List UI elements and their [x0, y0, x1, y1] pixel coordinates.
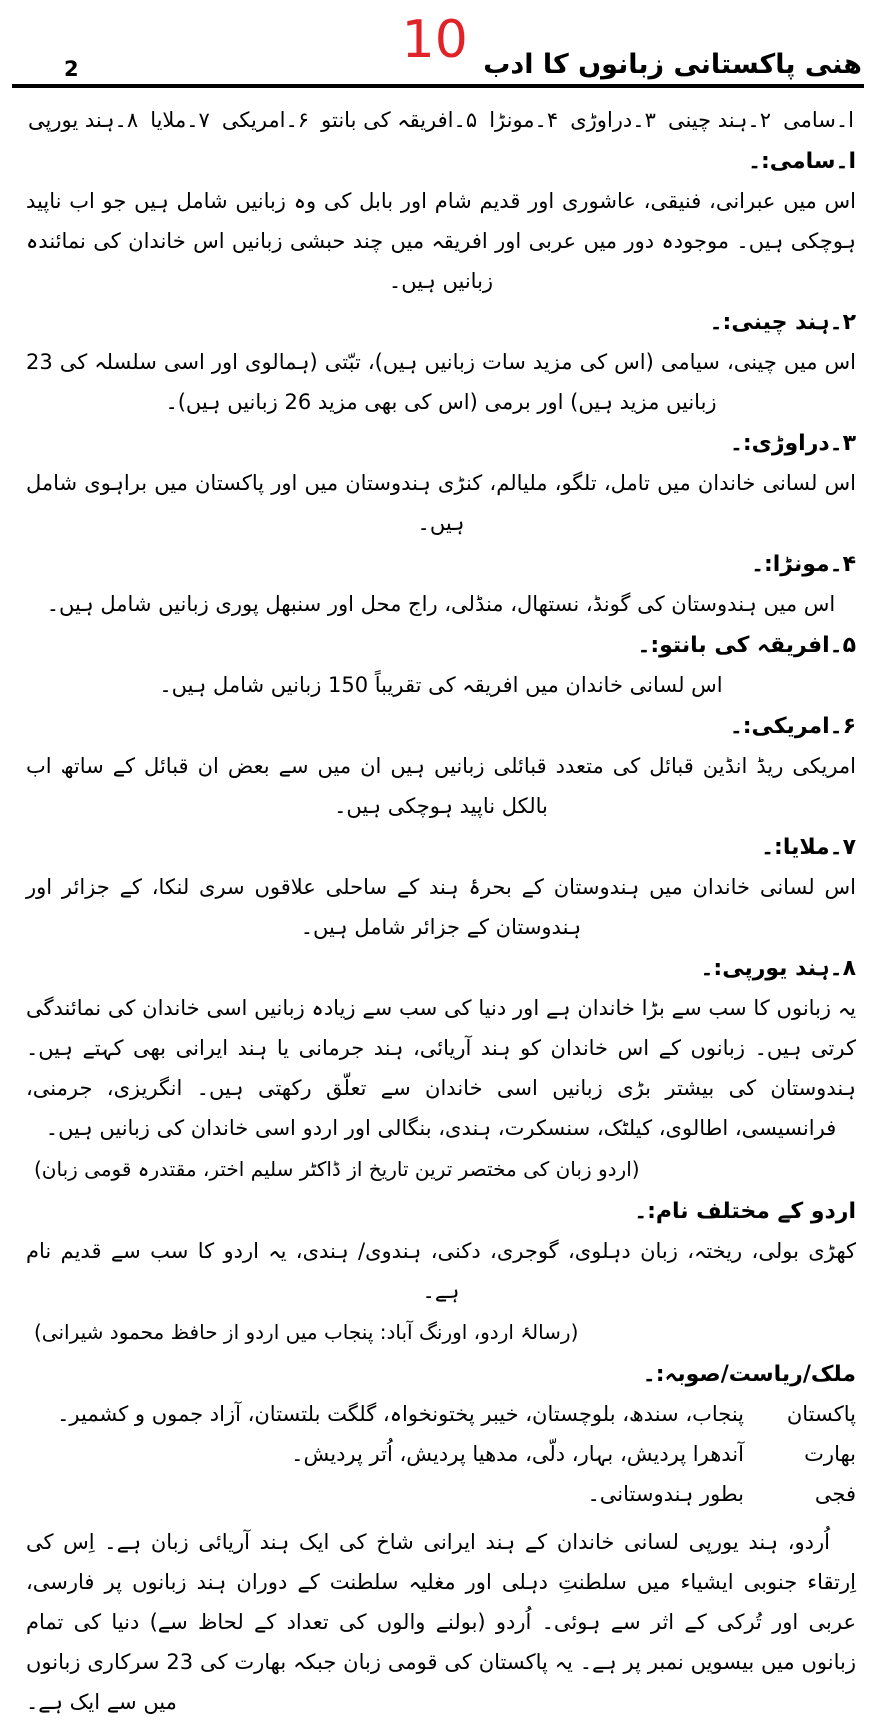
region-name: بھارت	[804, 1442, 856, 1466]
section-body-malaya: اس لسانی خاندان میں ہندوستان کے بحرۂ ہند کے ساحلی علاقوں سری لنکا، کے جزائر اور ہندوستان کے جزائر شامل ہیں۔	[26, 875, 856, 939]
region-row-pakistan	[26, 1394, 856, 1434]
family-item-7: ۷۔ملایا	[150, 108, 210, 132]
region-row-bharat	[26, 1434, 856, 1474]
family-item-4: ۴۔مونڑا	[489, 108, 559, 132]
section-heading-bantu: ۵۔افریقہ کی بانتو:۔	[637, 633, 856, 658]
section-heading-sami: ا۔سامی:۔	[748, 149, 856, 174]
section-body-dravidi: اس لسانی خاندان میں تامل، تلگو، ملیالم، کنڑی ہندوستان میں اور پاکستان میں براہوی شامل ہیں۔	[26, 471, 856, 535]
section-heading-amriki: ۶۔امریکی:۔	[729, 714, 856, 739]
closing-paragraph: اُردو، ہند یورپی لسانی خاندان کے ہند ایرانی شاخ کی ایک ہند آریائی زبان ہے۔ اِس کی اِرتقاء جنوبی ایشیاء میں سلطنتِ دہلی اور مغلیہ سلطنت کے دوران ہند زبانوں پر فارسی، عربی اور تُرکی کے اثر سے ہوئی۔ اُردو (بولنے والوں کی تعداد کے لحاظ سے) دنیا کی تمام زبانوں میں بیسویں نمبر پر ہے۔ یہ پاکستان کی قومی زبان جبکہ بھارت کی 23 سرکاری زبانوں میں سے ایک ہے۔	[26, 1530, 856, 1714]
section-heading-munda: ۴۔مونڑا:۔	[751, 552, 856, 577]
family-item-8: ۸۔ہند یورپی	[28, 108, 139, 132]
section-body-urdu-names: کھڑی بولی، ریختہ، زبان دہلوی، گوجری، دکنی، ہندوی/ ہندی، یہ اردو کا سب سے قدیم نام ہے۔	[26, 1239, 856, 1303]
page-header	[12, 0, 864, 88]
section-heading-dravidi: ۳۔دراوڑی:۔	[729, 431, 856, 456]
section-body-sami: اس میں عبرانی، فنیقی، عاشوری اور قدیم شام اور بابل کی وہ زبانیں شامل ہیں جو اب ناپید ہوچکی ہیں۔ موجودہ دور میں عربی اور افریقہ میں چند حبشی زبانیں اس خاندان کی نمائندہ زبانیں ہیں۔	[26, 189, 856, 293]
section-heading-hind-chini: ۲۔ہند چینی:۔	[709, 310, 856, 335]
family-item-6: ۶۔امریکی	[221, 108, 310, 132]
citation-saleem-akhtar: (اردو زبان کی مختصر ترین تاریخ از ڈاکٹر سلیم اختر، مقتدرہ قومی زبان)	[34, 1157, 640, 1181]
citation-hafiz-mahmood-sherani: (رسالۂ اردو، اورنگ آباد: پنجاب میں اردو از حافظ محمود شیرانی)	[34, 1320, 579, 1344]
lesson-number: 10	[401, 10, 468, 70]
section-body-hind-europi: یہ زبانوں کا سب سے بڑا خاندان ہے اور دنیا کی سب سے زیادہ زبانیں اسی خاندان کی نمائندگی کرتی ہیں۔ زبانوں کے اس خاندان کو ہند آریائی، ہند جرمانی یا ہند ایرانی بھی کہتے ہیں۔ ہندوستان کی بیشتر بڑی زبانیں اسی خاندان سے تعلّق رکھتی ہیں۔ انگریزی، جرمنی، فرانسیسی، اطالوی، کیلٹک، سنسکرت، ہندی، بنگالی اور اردو اسی خاندان کی زبانیں ہیں۔	[26, 996, 856, 1140]
region-details: پنجاب، سندھ، بلوچستان، خیبر پختونخواہ، گلگت بلتستان، آزاد جموں و کشمیر۔	[57, 1402, 744, 1426]
family-item-2: ۲۔ہند چینی	[667, 108, 772, 132]
family-item-3: ۳۔دراوڑی	[570, 108, 656, 132]
region-name: فجی	[814, 1482, 856, 1506]
section-body-amriki: امریکی ریڈ انڈین قبائل کی متعدد قبائلی زبانیں ہیں ان میں سے بعض ان قبائل کے ساتھ اب بالکل ناپید ہوچکی ہیں۔	[26, 754, 856, 818]
section-heading-malaya: ۷۔ملایا:۔	[761, 835, 856, 860]
region-details: بطور ہندوستانی۔	[587, 1482, 744, 1506]
family-item-1: ا۔سامی	[783, 108, 854, 132]
document-body	[0, 100, 880, 1722]
document-title: ھنی پاکستانی زبانوں کا ادب	[483, 49, 862, 80]
section-heading-urdu-names: اردو کے مختلف نام:۔	[634, 1199, 856, 1224]
section-body-munda: اس میں ہندوستان کی گونڈ، نستھال، منڈلی، راج محل اور سنبھل پوری زبانیں شامل ہیں۔	[46, 592, 836, 616]
section-heading-regions: ملک/ریاست/صوبہ:۔	[642, 1362, 856, 1387]
section-body-hind-chini: اس میں چینی، سیامی (اس کی مزید سات زبانیں ہیں)، تبّتی (ہمالوی اور اسی سلسلہ کی 23 زبانیں مزید ہیں) اور برمی (اس کی بھی مزید 26 زبانیں ہیں)۔	[26, 350, 856, 414]
language-families-list	[28, 100, 854, 140]
page-number: 2	[64, 57, 79, 81]
family-item-5: ۵۔افریقہ کی بانتو	[321, 108, 478, 132]
section-body-bantu: اس لسانی خاندان میں افریقہ کی تقریباً 150 زبانیں شامل ہیں۔	[159, 673, 723, 697]
section-heading-hind-europi: ۸۔ہند یورپی:۔	[700, 956, 856, 981]
region-details: آندھرا پردیش، بہار، دلّی، مدھیا پردیش، اُتر پردیش۔	[291, 1442, 744, 1466]
region-row-fiji	[26, 1474, 856, 1514]
region-name: پاکستان	[786, 1402, 856, 1426]
